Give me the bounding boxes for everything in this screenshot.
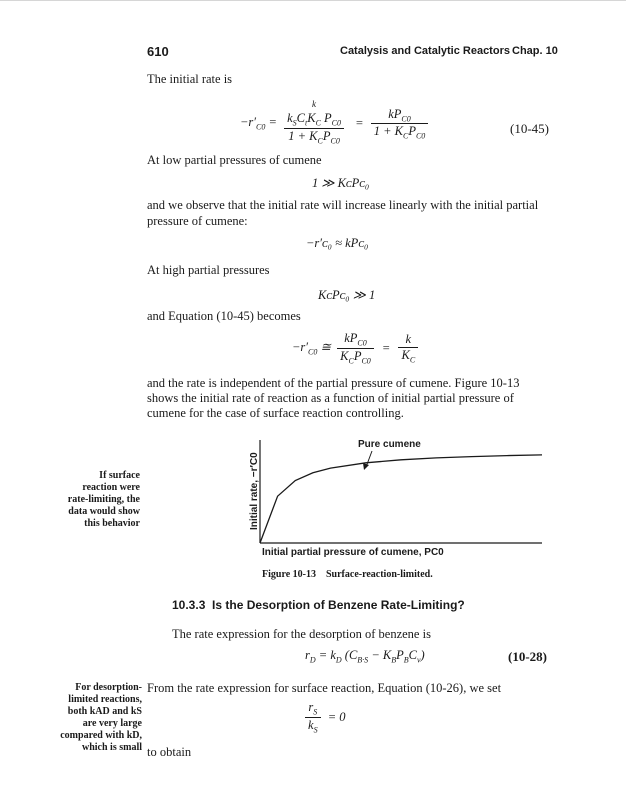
desorption-rate-text: The rate expression for the desorption of benzene is bbox=[172, 627, 431, 641]
pure-cumene-label: Pure cumene bbox=[358, 439, 421, 450]
figure-10-13-plot bbox=[240, 430, 560, 560]
equation-becomes-text: and Equation (10-45) becomes bbox=[147, 309, 301, 323]
observe-line-1: and we observe that the initial rate will increase linearly with the initial partial bbox=[147, 198, 539, 212]
annotation-arrowhead bbox=[363, 463, 369, 470]
approx-low-equation: −r′ᴄ₀ ≈ kPᴄ₀ bbox=[306, 236, 369, 250]
initial-rate-text: The initial rate is bbox=[147, 72, 233, 86]
equation-number-10-45: (10-45) bbox=[510, 121, 549, 136]
margin-note-line: If surface bbox=[99, 470, 140, 481]
to-obtain-text: to obtain bbox=[147, 745, 192, 759]
high-pressures-text: At high partial pressures bbox=[147, 263, 270, 277]
equation-number-10-28: (10-28) bbox=[508, 649, 547, 664]
x-axis-label: Initial partial pressure of cumene, PC0 bbox=[262, 547, 444, 558]
margin-note-line: rate-limiting, the bbox=[67, 494, 140, 505]
figure-caption-text: Surface-reaction-limited. bbox=[325, 569, 433, 580]
margin-note-surface bbox=[20, 470, 140, 530]
high-pressure-condition: KᴄPᴄ₀ ≫ 1 bbox=[318, 288, 376, 302]
observe-line-2: pressure of cumene: bbox=[147, 214, 248, 228]
margin-note-desorption bbox=[20, 682, 142, 754]
from-rate-expression-text: From the rate expression for surface reaction, Equation (10-26), we set bbox=[147, 681, 502, 695]
y-axis-label: Initial rate, −r′C0 bbox=[249, 452, 260, 530]
section-title: Is the Desorption of Benzene Rate-Limiting? bbox=[212, 598, 465, 612]
equation-10-28: $r_D = k_D$ $(C_{B\cdot S} - K_BP_BC_v)$ bbox=[305, 648, 425, 665]
top-rule bbox=[0, 0, 626, 1]
section-number: 10.3.3 bbox=[172, 598, 206, 612]
margin-note-line: are very large bbox=[82, 718, 142, 729]
figure-caption-number: Figure 10-13 bbox=[262, 569, 316, 580]
low-pressures-text: At low partial pressures of cumene bbox=[147, 153, 322, 167]
section-heading bbox=[172, 598, 465, 612]
page-number: 610 bbox=[147, 44, 169, 59]
high-pressure-rate-equation: $-r'_{C0}$ ≅ $\frac{kP_{C0}}{K_CP_{C0}}$ = $\frac{k}{K_C}$ bbox=[292, 331, 418, 365]
independent-line-3: cumene for the case of surface reaction controlling. bbox=[147, 406, 404, 420]
chapter-label: Chap. 10 bbox=[512, 45, 558, 57]
independent-line-1: and the rate is independent of the partial pressure of cumene. Figure 10-13 bbox=[147, 376, 520, 390]
margin-note-line: limited reactions, bbox=[68, 694, 142, 705]
margin-note-line: For desorption- bbox=[75, 682, 142, 693]
margin-note-line: data would show bbox=[68, 506, 140, 517]
low-pressure-condition: 1 ≫ KᴄPᴄ₀ bbox=[312, 176, 370, 190]
margin-note-line: compared with kD, bbox=[60, 730, 142, 741]
margin-note-line: which is small bbox=[81, 742, 142, 753]
rs-over-ks-equation: $\frac{r_S}{k_S}$ = 0 bbox=[305, 700, 346, 734]
equation-10-45: $-r'_{C0}$ = k $k_SC_tK_C$ $P_{C0}$ $1 + K_CP_{C0}$ = $\frac{kP_{C0}}{1 + K_CP_{C0}}$ bbox=[240, 102, 428, 145]
running-title: Catalysis and Catalytic Reactors bbox=[340, 45, 510, 57]
figure-caption bbox=[262, 569, 433, 580]
rate-curve bbox=[260, 455, 542, 543]
margin-note-line: this behavior bbox=[84, 518, 140, 529]
margin-note-line: both kAD and kS bbox=[67, 706, 142, 717]
margin-note-line: reaction were bbox=[82, 482, 140, 493]
independent-line-2: shows the initial rate of reaction as a function of initial partial pressure of bbox=[147, 391, 514, 405]
